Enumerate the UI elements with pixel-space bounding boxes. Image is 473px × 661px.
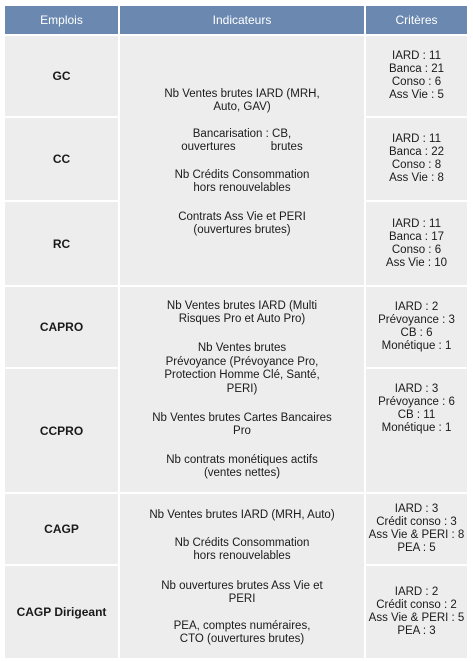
criteres-cagp-dirigeant: IARD : 2 Crédit conso : 2 Ass Vie & PERI : 5 PEA : 3 (368, 586, 465, 637)
indicateur-text: Nb Ventes brutes IARD (MRH, Auto) (149, 509, 335, 522)
indicateur-text: Contrats Ass Vie et PERI (ouvertures brutes) (178, 210, 306, 236)
indicateur-text: Nb ouvertures brutes Ass Vie et PERI (161, 579, 323, 605)
indicateur-text: Nb contrats monétiques actifs (ventes nettes) (166, 453, 318, 479)
indicateur-text: PEA, comptes numéraires, CTO (ouvertures brutes) (173, 619, 311, 645)
emploi-cagp: CAGP (44, 522, 79, 536)
indicateur-text: Nb Crédits Consommation hors renouvelables (174, 536, 310, 562)
indicateur-text: Nb Ventes brutes IARD (MRH, Auto, GAV) (164, 87, 320, 113)
emploi-cc: CC (52, 152, 71, 166)
indicateur-text: Bancarisation : CB, ouvertures brutes (181, 127, 303, 153)
indicateur-text: Nb Ventes brutes Cartes Bancaires Pro (152, 411, 332, 437)
header-indicateurs: Indicateurs (120, 6, 364, 34)
criteres-gc: IARD : 11 Banca : 21 Conso : 6 Ass Vie : 5 (389, 50, 444, 101)
emploi-rc: RC (52, 236, 71, 251)
criteres-ccpro: IARD : 3 Prévoyance : 6 CB : 11 Monétique : 1 (378, 383, 455, 434)
criteria-table (5, 6, 467, 658)
header-criteres: Critères (366, 6, 467, 34)
criteres-cagp: IARD : 3 Crédit conso : 3 Ass Vie & PERI : 8 PEA : 5 (368, 503, 465, 554)
header-emplois: Emplois (5, 6, 118, 34)
criteres-capro: IARD : 2 Prévoyance : 3 CB : 6 Monétique : 1 (378, 301, 455, 352)
indicateur-text: Nb Ventes brutes IARD (Multi Risques Pro et Auto Pro) (166, 299, 318, 325)
criteres-cc: IARD : 11 Banca : 22 Conso : 8 Ass Vie : 8 (389, 133, 444, 184)
emploi-capro: CAPRO (39, 320, 84, 334)
indicateur-text: Nb Crédits Consommation hors renouvelables (174, 168, 310, 194)
indicateur-text: Nb Ventes brutes Prévoyance (Prévoyance Pro, Protection Homme Clé, Santé, PERI) (164, 342, 320, 395)
criteres-rc: IARD : 11 Banca : 17 Conso : 6 Ass Vie : 10 (385, 217, 448, 269)
emploi-cagp-dirigeant: CAGP Dirigeant (16, 605, 107, 619)
emploi-ccpro: CCPRO (39, 423, 84, 438)
emploi-gc: GC (52, 69, 71, 83)
